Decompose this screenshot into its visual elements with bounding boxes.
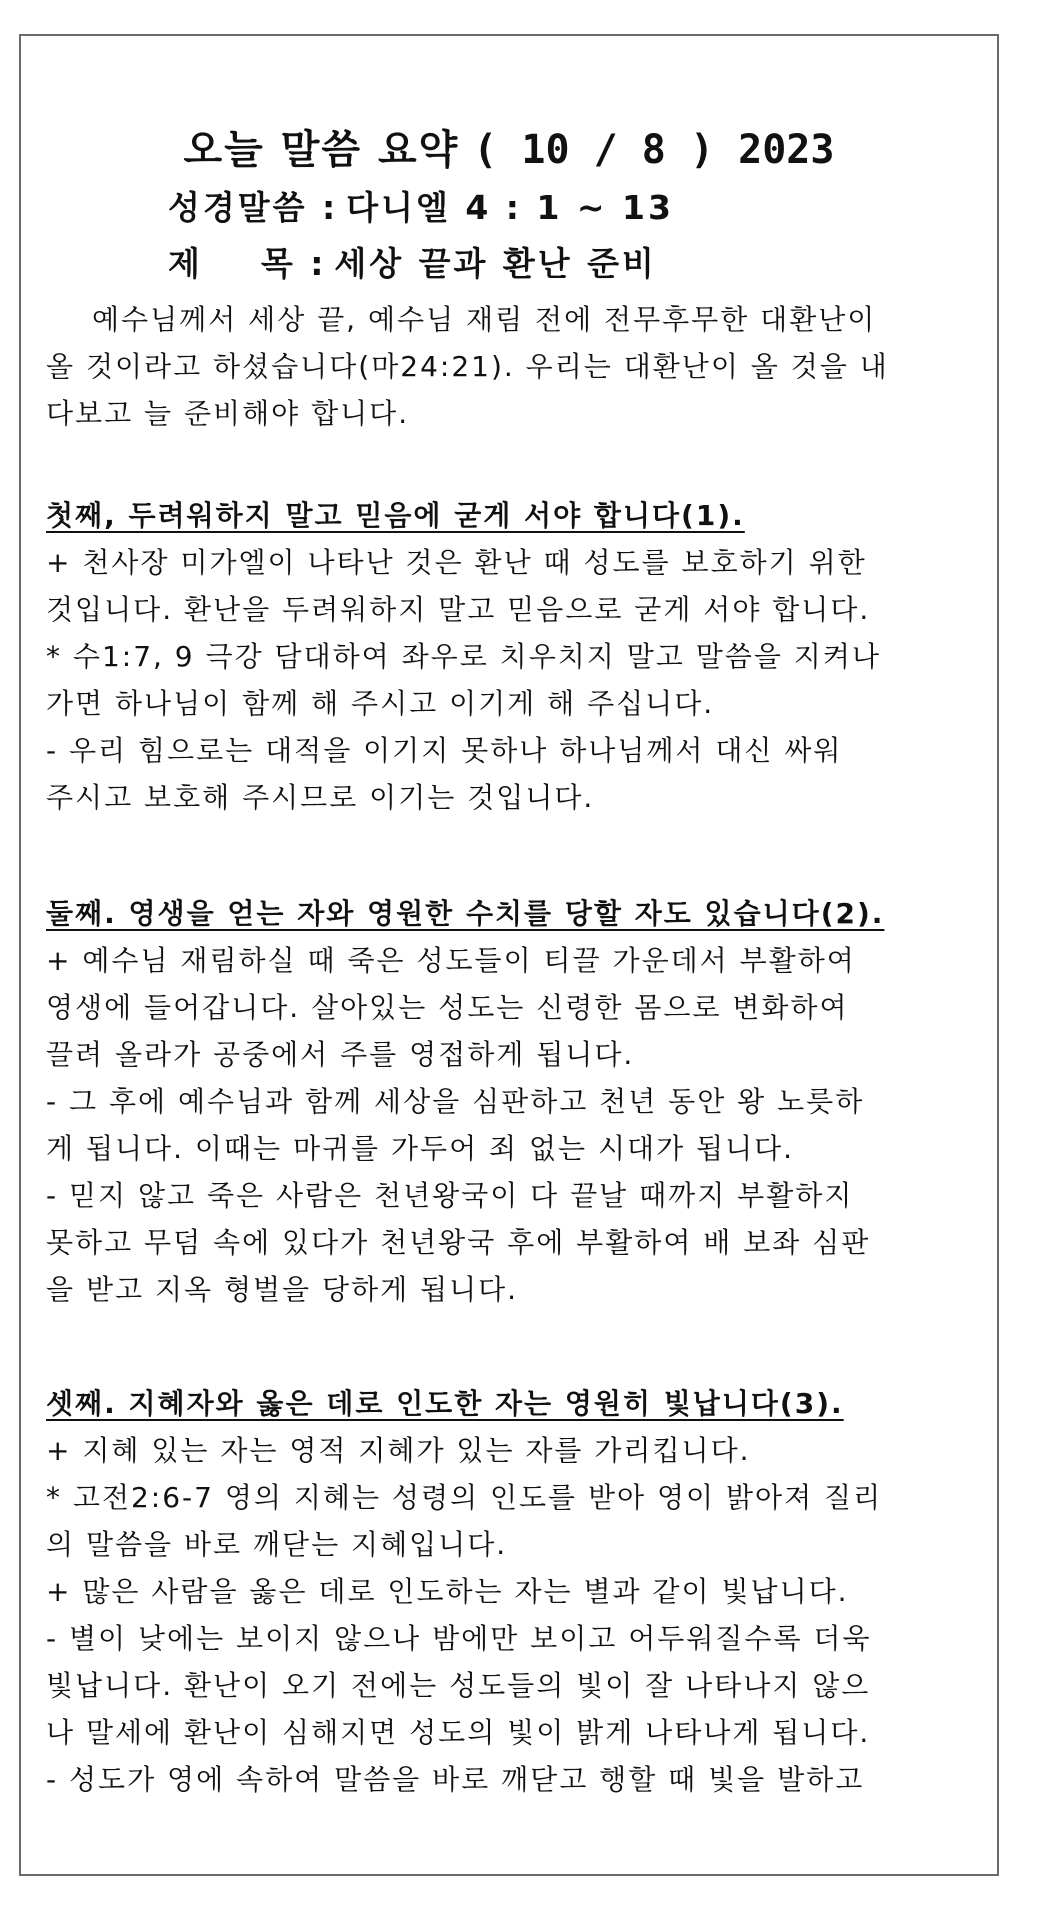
- title-main: 오늘 말씀 요약: [183, 127, 460, 173]
- intro-line: 예수님께서 세상 끝, 예수님 재림 전에 전무후무한 대환난이: [92, 303, 877, 336]
- section-line: + 예수님 재림하실 때 죽은 성도들이 티끌 가운데서 부활하여: [46, 944, 856, 977]
- title-date: ( 10 / 8 ) 2023: [473, 127, 835, 173]
- section-line: 게 됩니다. 이때는 마귀를 가두어 죄 없는 시대가 됩니다.: [46, 1132, 795, 1165]
- intro-line: 다보고 늘 준비해야 합니다.: [46, 397, 410, 430]
- subject-label: 제 목 :: [168, 244, 327, 283]
- section-line: + 지혜 있는 자는 영적 지혜가 있는 자를 가리킵니다.: [46, 1434, 751, 1467]
- section-line: - 믿지 않고 죽은 사람은 천년왕국이 다 끝날 때까지 부활하지: [46, 1179, 854, 1212]
- subject-title: 세상 끝과 환난 준비: [334, 244, 657, 283]
- section-line: 것입니다. 환난을 두려워하지 말고 믿음으로 굳게 서야 합니다.: [46, 593, 871, 626]
- section-first: [46, 492, 976, 821]
- section-line: + 많은 사람을 옳은 데로 인도하는 자는 별과 같이 빛납니다.: [46, 1575, 849, 1608]
- section-line: - 성도가 영에 속하여 말씀을 바로 깨닫고 행할 때 빛을 발하고: [46, 1763, 865, 1796]
- section-line: 끌려 올라가 공중에서 주를 영접하게 됩니다.: [46, 1038, 635, 1071]
- section-third: [46, 1380, 976, 1803]
- section-line: 가면 하나님이 함께 해 주시고 이기게 해 주십니다.: [46, 687, 715, 720]
- section-line: 의 말씀을 바로 깨닫는 지혜입니다.: [46, 1528, 508, 1561]
- section-heading: 셋째. 지혜자와 옳은 데로 인도한 자는 영원히 빛납니다(3).: [46, 1387, 844, 1420]
- section-line: + 천사장 미가엘이 나타난 것은 환난 때 성도를 보호하기 위한: [46, 546, 867, 579]
- section-line: 주시고 보호해 주시므로 이기는 것입니다.: [46, 781, 595, 814]
- section-line: - 별이 낮에는 보이지 않으나 밤에만 보이고 어두워질수록 더욱: [46, 1622, 872, 1655]
- section-line: 을 받고 지옥 형벌을 당하게 됩니다.: [46, 1273, 519, 1306]
- page-title: [19, 118, 999, 175]
- section-line: - 우리 힘으로는 대적을 이기지 못하나 하나님께서 대신 싸워: [46, 734, 843, 767]
- section-line: * 고전2:6-7 영의 지혜는 성령의 인도를 받아 영이 밝아져 질리: [46, 1481, 883, 1514]
- section-line: 영생에 들어갑니다. 살아있는 성도는 신령한 몸으로 변화하여: [46, 991, 849, 1024]
- section-second: [46, 890, 976, 1313]
- section-heading: 둘째. 영생을 얻는 자와 영원한 수치를 당할 자도 있습니다(2).: [46, 897, 885, 930]
- section-line: - 그 후에 예수님과 함께 세상을 심판하고 천년 동안 왕 노릇하: [46, 1085, 865, 1118]
- section-line: 빛납니다. 환난이 오기 전에는 성도들의 빛이 잘 나타나지 않으: [46, 1669, 871, 1702]
- intro-line: 올 것이라고 하셨습니다(마24:21). 우리는 대환난이 올 것을 내: [46, 350, 889, 383]
- section-line: 나 말세에 환난이 심해지면 성도의 빛이 밝게 나타나게 됩니다.: [46, 1716, 871, 1749]
- scripture-reference: 다니엘 4 : 1 ~ 13: [346, 188, 674, 227]
- subject-line: [168, 238, 657, 285]
- section-heading: 첫째, 두려워하지 말고 믿음에 굳게 서야 합니다(1).: [46, 499, 745, 532]
- section-line: * 수1:7, 9 극강 담대하여 좌우로 치우치지 말고 말씀을 지켜나: [46, 640, 881, 673]
- section-line: 못하고 무덤 속에 있다가 천년왕국 후에 부활하여 배 보좌 심판: [46, 1226, 871, 1259]
- scripture-label: 성경말씀 :: [168, 188, 339, 227]
- intro-paragraph: [46, 296, 976, 437]
- scripture-line: [168, 182, 674, 229]
